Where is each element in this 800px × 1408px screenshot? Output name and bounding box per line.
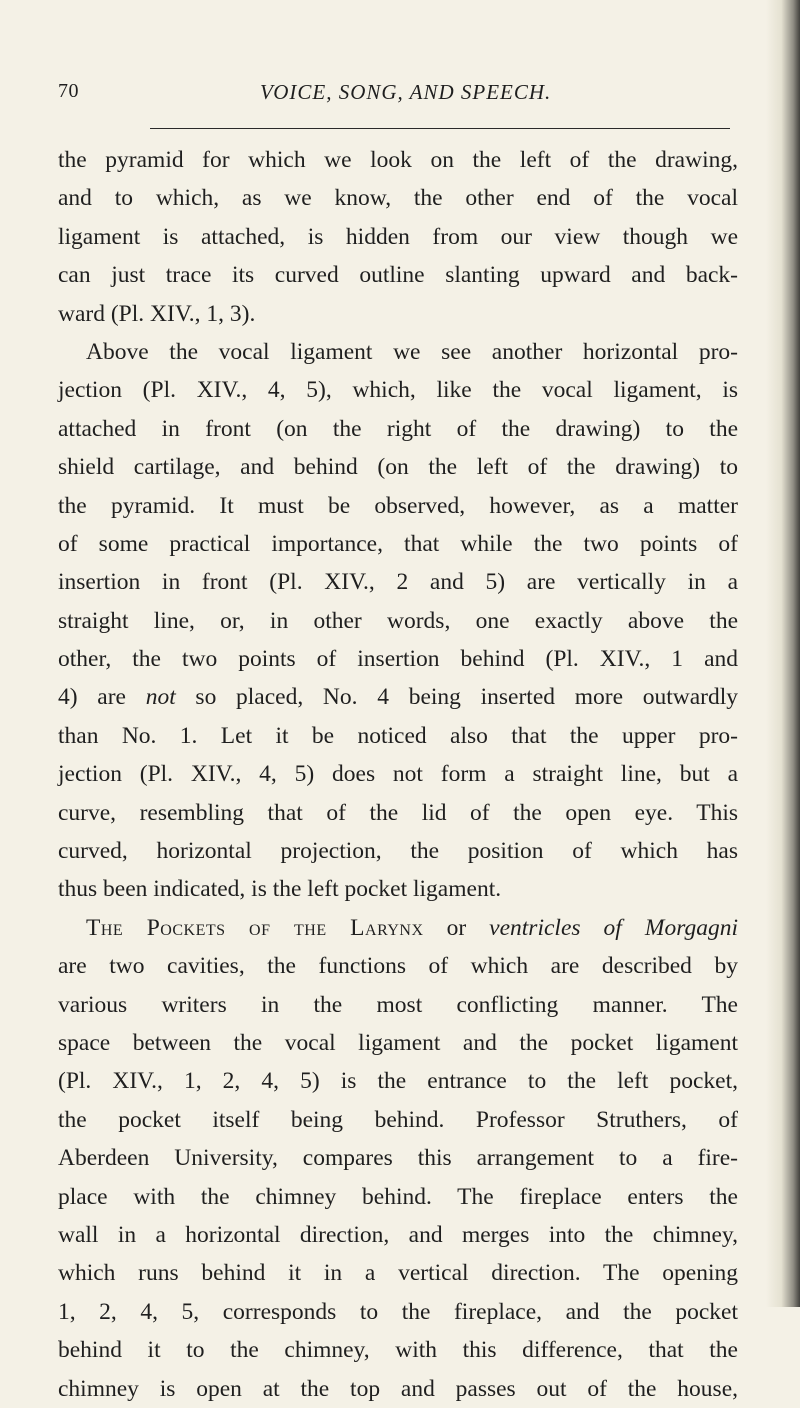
text-line: 1, 2, 4, 5, corresponds to the fireplace, and the pocket (58, 1298, 738, 1325)
text-line: (Pl. XIV., 1, 2, 4, 5) is the entrance to the left pocket, (58, 1068, 738, 1095)
text-line: insertion in front (Pl. XIV., 2 and 5) are vertically in a (58, 569, 738, 596)
text-line: the pyramid for which we look on the left of the drawing, (58, 147, 738, 173)
text-line: than No. 1. Let it be noticed also that the upper pro- (58, 722, 738, 749)
text-line: wall in a horizontal direction, and merges into the chimney, (58, 1221, 738, 1248)
text-line: Above the vocal ligament we see another horizontal pro- (86, 338, 738, 365)
text-line: various writers in the most conflicting manner. The (58, 991, 738, 1018)
text-line: other, the two points of insertion behind (Pl. XIV., 1 and (58, 646, 738, 673)
text-line: curved, horizontal projection, the position of which has (58, 838, 738, 865)
running-title: VOICE, SONG, AND SPEECH. (260, 80, 552, 104)
text-segment: 4) are (58, 684, 146, 711)
text-segment: so placed, No. 4 being inserted more outwardly (175, 684, 738, 711)
body-text (58, 141, 738, 1408)
text-line: space between the vocal ligament and the pocket ligament (58, 1029, 738, 1056)
text-line: shield cartilage, and behind (on the left of the drawing) to (58, 454, 738, 481)
page-number: 70 (58, 80, 79, 102)
text-line: of some practical importance, that while the two points of (58, 530, 738, 557)
text-line: jection (Pl. XIV., 4, 5) does not form a straight line, but a (58, 761, 738, 788)
section-heading: The Pockets of the Larynx (86, 914, 424, 941)
text-line: the pocket itself being behind. Professor Struthers, of (58, 1106, 738, 1133)
text-line: Aberdeen University, compares this arrangement to a fire- (58, 1145, 738, 1172)
text-line: attached in front (on the right of the drawing) to the (58, 415, 738, 442)
page-header (58, 80, 738, 112)
text-line: ward (Pl. XIV., 1, 3). (58, 300, 256, 327)
text-line: the pyramid. It must be observed, however, as a matter (58, 492, 738, 519)
text-segment: or (423, 914, 490, 941)
text-line: ligament is attached, is hidden from our view though we (58, 223, 738, 250)
text-line (58, 909, 738, 947)
text-line: and to which, as we know, the other end of the vocal (58, 185, 738, 212)
page-edge-shadow (766, 0, 800, 1307)
text-line: are two cavities, the functions of which are described by (58, 953, 738, 980)
text-line: jection (Pl. XIV., 4, 5), which, like the vocal ligament, is (58, 377, 738, 404)
text-line (58, 678, 738, 716)
italic-term: ventricles of Morgagni (489, 914, 738, 941)
text-line: curve, resembling that of the lid of the open eye. This (58, 799, 738, 826)
italic-emphasis: not (145, 684, 176, 711)
text-line: thus been indicated, is the left pocket ligament. (58, 876, 502, 903)
header-rule (150, 128, 730, 129)
text-line: place with the chimney behind. The fireplace enters the (58, 1183, 738, 1210)
text-line: behind it to the chimney, with this difference, that the (58, 1337, 738, 1364)
text-line: can just trace its curved outline slanting upward and back- (58, 262, 738, 289)
text-line: straight line, or, in other words, one exactly above the (58, 607, 738, 634)
text-line: chimney is open at the top and passes out of the house, (58, 1375, 738, 1402)
text-line: which runs behind it in a vertical direction. The opening (58, 1260, 738, 1287)
